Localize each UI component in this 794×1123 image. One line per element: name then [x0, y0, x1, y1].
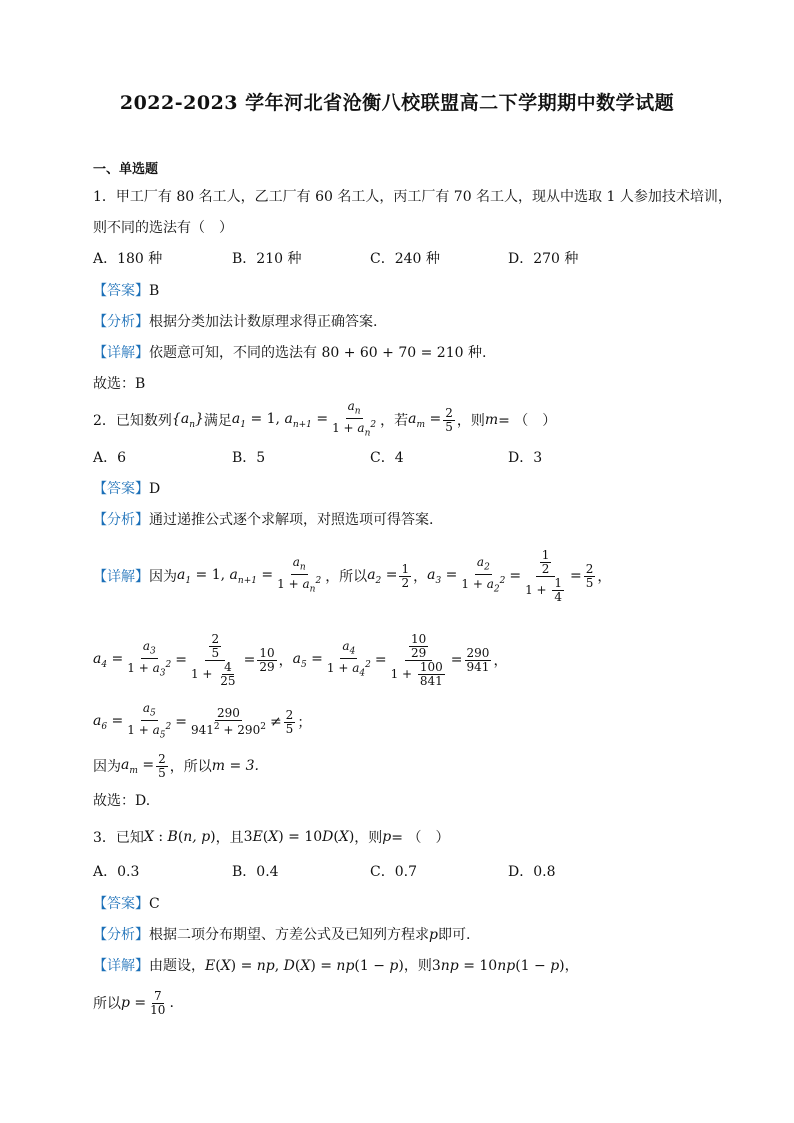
q1-answer [93, 281, 159, 301]
eq-sign: = [450, 652, 463, 668]
q2-recurrence-frac: $\frac{a_n}{1 + a_n^2}$ [332, 398, 377, 439]
p-var: p [429, 927, 438, 943]
detail-tag: 【详解】 [93, 345, 149, 361]
q1-option-b: B．210 种 [232, 251, 302, 267]
eq-sign: = [175, 714, 187, 730]
analysis-tag: 【分析】 [93, 927, 149, 943]
neq-sign: ≠ [269, 714, 282, 730]
detail-recurrence: $a_1 = 1$, $a_{n+1}$ = [177, 566, 274, 586]
eq-sign: = [175, 652, 187, 668]
q2-seq: $\{a_n\}$ [171, 410, 204, 430]
so: 所以 [93, 996, 121, 1012]
detail-tag: 【详解】 [93, 958, 149, 974]
analysis-tag: 【分析】 [93, 314, 149, 330]
m-result: m = 3. [211, 758, 259, 774]
detail-so: ，所以 [325, 569, 368, 585]
q2-mid2: ，若 [380, 413, 409, 429]
q2-detail-line2 [93, 625, 507, 695]
q2-detail-line1 [93, 540, 611, 612]
a5-frac: $\frac{a_4}{1 + a_4^2}$ [326, 638, 371, 679]
answer-tag: 【答案】 [93, 283, 149, 299]
q2-option-d: D．3 [508, 450, 543, 466]
answer-tag: 【答案】 [93, 481, 149, 497]
a2-eq: $a_2$ = [367, 566, 398, 586]
q2-analysis [93, 510, 433, 530]
q1-text-line2: 则不同的选法有（ ） [93, 220, 233, 236]
a5-eq: $a_5$ = [292, 650, 323, 670]
q2-detail-line3 [93, 700, 312, 741]
two-fifths: $\frac{2}{5}$ [285, 707, 294, 736]
q1-text-line1: 1．甲工厂有 80 名工人，乙工厂有 60 名工人，丙工厂有 70 名工人，现从中选取 1 人参加技术培训， [93, 189, 732, 205]
a6-eq: $a_6$ = [93, 712, 124, 732]
p-eq: p = [121, 995, 147, 1011]
a3-eq: $a_3$ = [427, 566, 458, 586]
q3-analysis [93, 925, 470, 945]
q3-answer [93, 894, 160, 914]
q3-p: p [382, 829, 392, 845]
two-fifths-2: $\frac{2}{5}$ [158, 751, 166, 780]
q3-end: ，则 [354, 830, 383, 846]
detail-tag: 【详解】 [93, 569, 149, 585]
a5-compound-frac: $\frac{10}{29}$ 1 + $\frac{100}{841}$ [390, 631, 443, 688]
so2: ，所以 [169, 759, 212, 775]
q1-analysis [93, 312, 377, 332]
q3-end2: = （ ） [391, 830, 450, 846]
q3-stem [93, 825, 449, 849]
q3-dist: X : B(n, p) [143, 829, 216, 845]
a3-value: $\frac{2}{5}$ [585, 561, 594, 590]
q3-option-c: C．0.7 [370, 864, 417, 880]
analysis-tag: 【分析】 [93, 512, 149, 528]
q3-mid: ，且 [215, 830, 244, 846]
section-heading: 一、单选题 [93, 162, 159, 177]
detail-formula2: 3np = 10np(1 − p) [431, 958, 565, 974]
q2-option-b: B．5 [232, 450, 266, 466]
eq-sign: = [374, 652, 387, 668]
detail-recurrence-frac: $\frac{a_n}{1 + a_n^2}$ [277, 554, 322, 595]
a3-compound-frac: $\frac{1}{2}$ 1 + $\frac{1}{4}$ [525, 547, 563, 604]
q3-prefix: 3．已知 [93, 830, 144, 846]
a4-eq: $a_4$ = [93, 650, 124, 670]
q1-option-a: A．180 种 [93, 251, 163, 267]
semicolon: ； [297, 715, 312, 731]
q2-am: $a_m$ = [408, 410, 442, 430]
detail-formula1: E(X) = np, D(X) = np(1 − p) [205, 958, 404, 974]
answer-value: D [149, 481, 161, 497]
q2-frac-2-5: $\frac{2}{5}$ [445, 405, 453, 434]
separator: ， [493, 653, 508, 669]
separator: ， [278, 653, 293, 669]
q3-option-d: D．0.8 [508, 864, 556, 880]
answer-value: B [149, 283, 160, 299]
q2-option-c: C．4 [370, 450, 404, 466]
eq-sign: = [509, 568, 522, 584]
detail-end: ， [564, 958, 579, 974]
a4-value: $\frac{10}{29}$ [259, 645, 275, 674]
eq-sign: = [570, 568, 582, 584]
q3-condition: 3E(X) = 10D(X) [243, 829, 355, 845]
analysis-text: 根据分类加法计数原理求得正确答案. [149, 314, 378, 330]
a6-frac: $\frac{a_5}{1 + a_5^2}$ [127, 700, 172, 741]
detail-because: 因为 [149, 569, 177, 585]
q2-prefix: 2．已知数列 [93, 413, 172, 429]
q2-option-a: A．6 [93, 450, 127, 466]
separator: ， [597, 569, 612, 585]
p-value: $\frac{7}{10}$ [150, 988, 166, 1017]
q2-mid3: ，则 [456, 413, 485, 429]
q1-conclusion: 故选：B [93, 376, 146, 392]
a3-frac: $\frac{a_2}{1 + a_2^2}$ [461, 554, 506, 595]
period: . [169, 995, 174, 1011]
q1-option-c: C．240 种 [370, 251, 440, 267]
analysis-text: 根据二项分布期望、方差公式及已知列方程求 [149, 927, 429, 943]
a6-value: $\frac{290}{941^2 + 290^2}$ [190, 706, 266, 737]
analysis-text: 通过递推公式逐个求解项，对照选项可得答案. [149, 512, 434, 528]
q2-m: m [484, 412, 499, 428]
detail-mid: ，则 [403, 958, 432, 974]
am-eq: $a_m$ = [121, 756, 155, 776]
q1-detail [93, 343, 486, 363]
a4-frac: $\frac{a_3}{1 + a_3^2}$ [127, 638, 172, 679]
a5-value: $\frac{290}{941}$ [466, 645, 490, 674]
q2-mid1: 满足 [203, 413, 232, 429]
q3-result [93, 985, 174, 1021]
q2-end: = （ ） [498, 413, 557, 429]
q3-option-a: A．0.3 [93, 864, 140, 880]
q2-answer [93, 479, 160, 499]
a4-compound-frac: $\frac{2}{5}$ 1 + $\frac{4}{25}$ [190, 631, 236, 688]
answer-tag: 【答案】 [93, 896, 149, 912]
page-title: 2022-2023 学年河北省沧衡八校联盟高二下学期期中数学试题 [119, 92, 675, 114]
q1-option-d: D．270 种 [508, 251, 579, 267]
eq-sign: = [243, 652, 256, 668]
q3-option-b: B．0.4 [232, 864, 279, 880]
a2-value: $\frac{1}{2}$ [401, 561, 410, 590]
q3-detail [93, 956, 579, 976]
q2-recurrence: $a_1 = 1$, $a_{n+1}$ = [231, 410, 329, 430]
q2-detail-line4 [93, 748, 259, 784]
analysis-end: 即可. [437, 927, 471, 943]
detail-pre: 由题设， [149, 958, 205, 974]
q2-stem [93, 398, 557, 439]
because2: 因为 [93, 759, 121, 775]
q2-conclusion: 故选：D. [93, 793, 151, 809]
answer-value: C [149, 896, 160, 912]
separator: ， [413, 569, 428, 585]
detail-text: 依题意可知，不同的选法有 80 + 60 + 70 = 210 种. [149, 345, 487, 361]
